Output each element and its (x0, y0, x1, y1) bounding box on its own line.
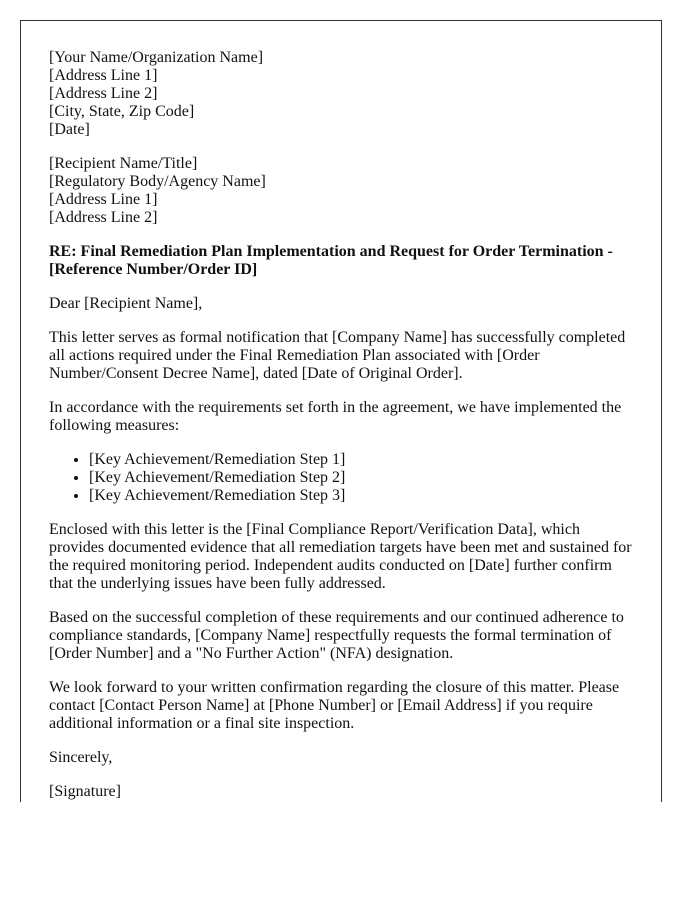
measures-list (49, 451, 633, 505)
measure-item: • [Key Achievement/Remediation Step 2] (89, 469, 633, 487)
sender-block (49, 49, 633, 139)
sender-name: [Your Name/Organization Name] (49, 49, 264, 66)
letter (20, 20, 662, 802)
measures-intro-paragraph: In accordance with the requirements set forth in the agreement, we have implemented the following measures: (49, 399, 622, 434)
salutation: Dear [Recipient Name], (49, 295, 203, 312)
contact-paragraph: We look forward to your written confirmation regarding the closure of this matter. Please contact [Contact Person Name] at [Phone Number] or [Email Address] if you require additional information or a final site inspection. (49, 679, 620, 732)
valediction: Sincerely, (49, 749, 113, 766)
sender-address-line-2: [Address Line 2] (49, 85, 158, 102)
request-paragraph: Based on the successful completion of these requirements and our continued adherence to compliance standards, [Company Name] respectfully requests the formal termination of [Order Number] and a "No Further Action" (NFA) designation. (49, 609, 624, 662)
sender-city-state-zip: [City, State, Zip Code] (49, 103, 195, 120)
recipient-block (49, 155, 633, 227)
measure-item: • [Key Achievement/Remediation Step 1] (89, 451, 633, 469)
recipient-address-line-1: [Address Line 1] (49, 191, 158, 208)
recipient-name-title: [Recipient Name/Title] (49, 155, 198, 172)
enclosure-paragraph: Enclosed with this letter is the [Final Compliance Report/Verification Data], which provides documented evidence that all remediation targets have been met and sustained for the required monitoring period. Independent audits conducted on [Date] further confirm that the underlying issues have been fully addressed. (49, 521, 632, 592)
recipient-agency: [Regulatory Body/Agency Name] (49, 173, 266, 190)
recipient-address-line-2: [Address Line 2] (49, 209, 158, 226)
subject-line: RE: Final Remediation Plan Implementation and Request for Order Termination - [Reference Number/Order ID] (49, 243, 613, 278)
sender-address-line-1: [Address Line 1] (49, 67, 158, 84)
letter-date: [Date] (49, 121, 90, 138)
measure-item: • [Key Achievement/Remediation Step 3] (89, 487, 633, 505)
signature: [Signature] (49, 783, 121, 800)
letter-viewport (20, 20, 662, 802)
intro-paragraph: This letter serves as formal notification that [Company Name] has successfully completed all actions required under the Final Remediation Plan associated with [Order Number/Consent Decree Name], dated [Date of Original Order]. (49, 329, 626, 382)
